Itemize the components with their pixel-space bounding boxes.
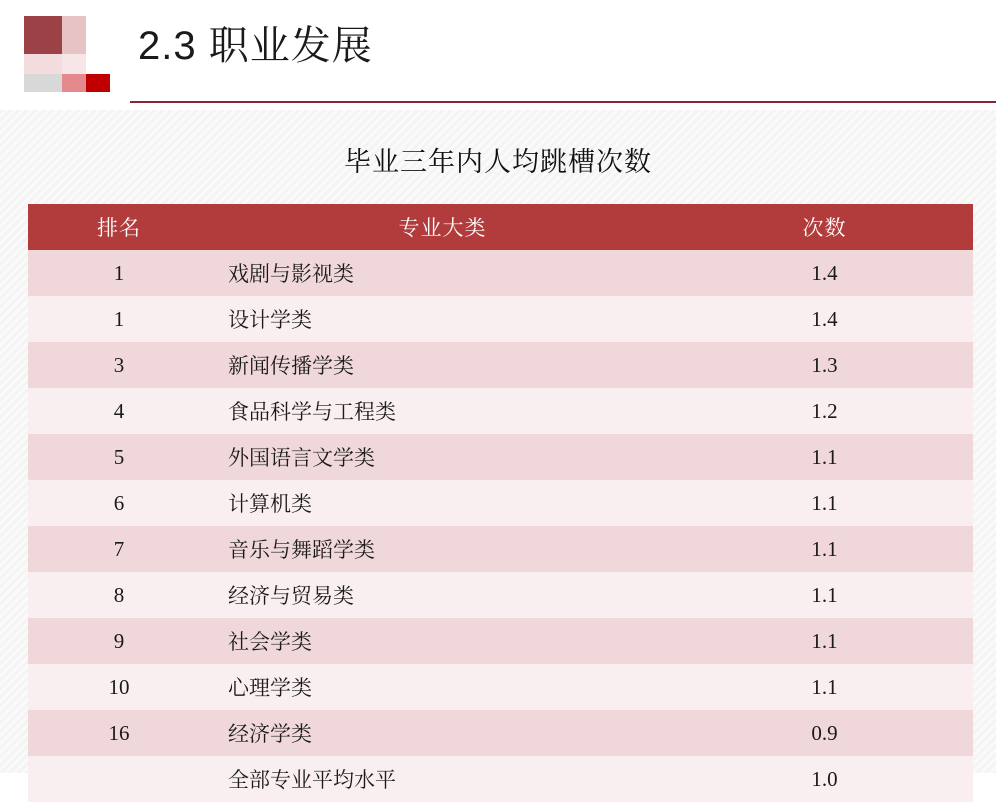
table-row [28,296,973,342]
cell-major: 经济学类 [210,710,676,756]
table-row-average [28,756,973,802]
cell-rank: 8 [28,572,210,618]
cell-rank: 1 [28,250,210,296]
logo-cell-6 [86,54,110,74]
table-row [28,572,973,618]
logo-cell-9 [86,74,110,92]
table-head [28,204,973,250]
cell-count: 1.1 [676,664,973,710]
cell-major: 经济与贸易类 [210,572,676,618]
cell-rank: 16 [28,710,210,756]
cell-count: 1.1 [676,480,973,526]
cell-count: 1.4 [676,250,973,296]
table-row [28,250,973,296]
cell-major: 外国语言文学类 [210,434,676,480]
logo-cell-7 [24,74,62,92]
cell-count: 1.1 [676,526,973,572]
cell-rank: 10 [28,664,210,710]
cell-major: 心理学类 [210,664,676,710]
logo-cell-5 [62,54,86,74]
slide-header [0,0,996,110]
table-row [28,664,973,710]
slide-body [0,110,996,792]
cell-count: 1.1 [676,434,973,480]
cell-count: 1.1 [676,618,973,664]
cell-rank: 4 [28,388,210,434]
logo-cell-1 [24,16,62,54]
cell-rank [28,756,210,802]
cell-rank: 3 [28,342,210,388]
cell-rank: 1 [28,296,210,342]
cell-major: 音乐与舞蹈学类 [210,526,676,572]
cell-major: 新闻传播学类 [210,342,676,388]
table-row [28,480,973,526]
column-header-count: 次数 [676,204,973,250]
cell-major: 戏剧与影视类 [210,250,676,296]
cell-count: 1.0 [676,756,973,802]
cell-major: 食品科学与工程类 [210,388,676,434]
cell-major: 计算机类 [210,480,676,526]
table-body [28,250,973,802]
cell-major: 设计学类 [210,296,676,342]
table-row [28,388,973,434]
column-header-rank: 排名 [28,204,210,250]
logo-cell-2 [62,16,86,54]
table-row [28,342,973,388]
header-divider [130,101,996,103]
cell-rank: 6 [28,480,210,526]
table-row [28,434,973,480]
cell-rank: 7 [28,526,210,572]
column-header-major: 专业大类 [210,204,676,250]
logo-cell-4 [24,54,62,74]
table-header-row [28,204,973,250]
table-row [28,526,973,572]
cell-count: 1.4 [676,296,973,342]
decorative-logo [24,16,110,92]
cell-major: 全部专业平均水平 [210,756,676,802]
table-row [28,618,973,664]
cell-count: 1.2 [676,388,973,434]
data-table [28,204,973,802]
cell-count: 0.9 [676,710,973,756]
logo-cell-3 [86,16,110,54]
page-title: 2.3 职业发展 [138,24,373,68]
cell-count: 1.3 [676,342,973,388]
table-caption: 毕业三年内人均跳槽次数 [344,147,652,177]
cell-major: 社会学类 [210,618,676,664]
table-row-highlight [28,710,973,756]
cell-count: 1.1 [676,572,973,618]
cell-rank: 9 [28,618,210,664]
logo-cell-8 [62,74,86,92]
cell-rank: 5 [28,434,210,480]
